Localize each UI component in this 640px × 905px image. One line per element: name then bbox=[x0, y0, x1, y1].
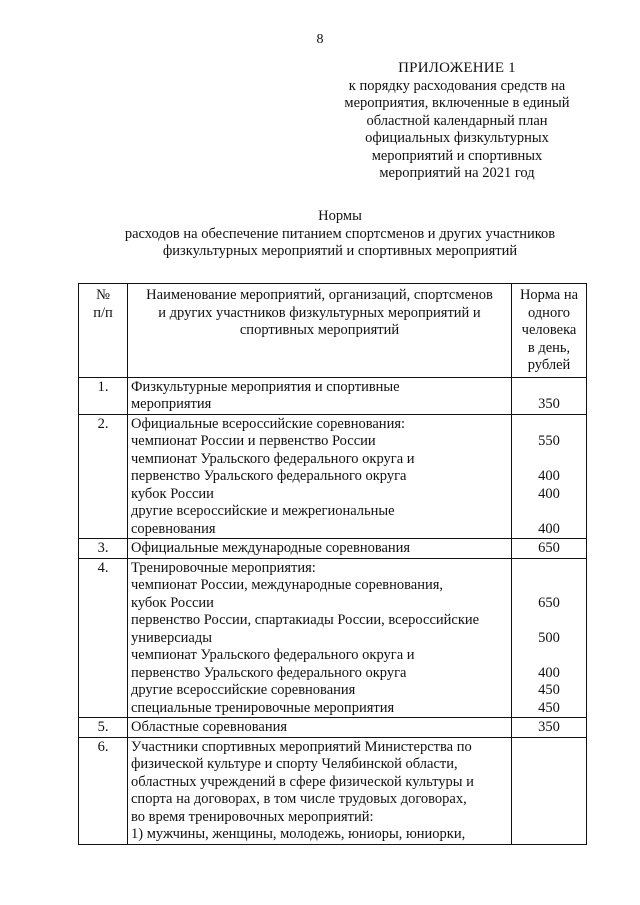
row-line: мероприятия bbox=[131, 396, 212, 412]
header-name bbox=[128, 284, 512, 378]
rate-value bbox=[515, 379, 583, 397]
header-line: человека bbox=[521, 322, 577, 338]
appendix-title: ПРИЛОЖЕНИЕ 1 bbox=[398, 60, 516, 76]
row-number: 4. bbox=[79, 558, 128, 718]
rate-value bbox=[515, 791, 583, 809]
header-num bbox=[79, 284, 128, 378]
rate-value: 400 bbox=[538, 468, 560, 484]
row-line: спорта на договорах, в том числе трудовых договорах, bbox=[131, 791, 467, 807]
row-line: Тренировочные мероприятия: bbox=[131, 559, 316, 576]
rate-value: 350 bbox=[538, 396, 560, 412]
header-line: п/п bbox=[93, 304, 113, 321]
row-name bbox=[128, 377, 512, 414]
table-row bbox=[79, 737, 587, 844]
heading-line: физкультурных мероприятий и спортивных мероприятий bbox=[162, 243, 518, 259]
row-line: Официальные всероссийские соревнования: bbox=[131, 415, 406, 432]
row-name bbox=[128, 414, 512, 539]
rate-value bbox=[515, 647, 583, 665]
row-rate bbox=[512, 377, 587, 414]
row-rate bbox=[512, 539, 587, 559]
row-line: Областные соревнования bbox=[131, 719, 288, 735]
rate-value bbox=[515, 774, 583, 792]
row-number: 6. bbox=[79, 737, 128, 844]
header-line: рублей bbox=[527, 357, 571, 373]
appendix-line: областной календарный план bbox=[366, 112, 548, 129]
row-line: во время тренировочных мероприятий: bbox=[131, 808, 374, 825]
row-line: чемпионат Уральского федерального округа и bbox=[131, 450, 415, 467]
rate-value: 500 bbox=[538, 629, 560, 646]
table-row bbox=[79, 377, 587, 414]
rate-value bbox=[515, 416, 583, 434]
appendix-line: мероприятий на 2021 год bbox=[379, 165, 535, 181]
header-line: одного bbox=[527, 304, 571, 321]
table-row bbox=[79, 558, 587, 718]
row-line: физической культуре и спорту Челябинской области, bbox=[131, 756, 458, 772]
row-number: 1. bbox=[79, 377, 128, 414]
row-line: первенство Уральского федерального округа bbox=[131, 468, 407, 484]
rate-value bbox=[515, 503, 583, 521]
rate-value: 650 bbox=[538, 594, 560, 611]
rate-value: 650 bbox=[538, 540, 560, 556]
row-line: соревнования bbox=[131, 520, 216, 537]
header-line: спортивных мероприятий bbox=[239, 322, 400, 338]
row-rate bbox=[512, 718, 587, 738]
header-line: в день, bbox=[527, 339, 571, 356]
row-line: чемпионат Уральского федерального округа и bbox=[131, 647, 415, 663]
rate-value: 400 bbox=[538, 664, 560, 681]
header-rate bbox=[512, 284, 587, 378]
appendix-line: официальных физкультурных bbox=[365, 130, 549, 146]
table-row bbox=[79, 414, 587, 539]
row-line: чемпионат России, международные соревнования, bbox=[131, 577, 444, 593]
rate-value: 550 bbox=[538, 433, 560, 449]
row-rate bbox=[512, 737, 587, 844]
rate-value bbox=[515, 451, 583, 469]
row-line: Физкультурные мероприятия и спортивные bbox=[131, 378, 400, 395]
page-number: 8 bbox=[316, 32, 324, 47]
row-line: другие всероссийские и межрегиональные bbox=[131, 503, 395, 519]
rate-value: 450 bbox=[538, 682, 560, 698]
rate-value: 350 bbox=[538, 719, 560, 735]
appendix-block bbox=[322, 60, 592, 183]
row-line: специальные тренировочные мероприятия bbox=[131, 699, 395, 716]
appendix-line: к порядку расходования средств на bbox=[348, 77, 566, 94]
rate-value bbox=[515, 577, 583, 595]
row-number: 3. bbox=[79, 539, 128, 559]
row-name bbox=[128, 737, 512, 844]
header-line: Наименование мероприятий, организаций, спортсменов bbox=[146, 287, 493, 303]
row-line: другие всероссийские соревнования bbox=[131, 682, 356, 698]
rate-value: 400 bbox=[538, 485, 560, 502]
table-row bbox=[79, 718, 587, 738]
appendix-line: мероприятия, включенные в единый bbox=[344, 95, 570, 111]
rate-value bbox=[515, 739, 583, 757]
row-line: чемпионат России и первенство России bbox=[131, 433, 376, 449]
row-line: кубок России bbox=[131, 485, 214, 502]
row-line: областных учреждений в сфере физической культуры и bbox=[131, 773, 474, 790]
heading-line: расходов на обеспечение питанием спортсменов и других участников bbox=[124, 225, 556, 242]
row-rate bbox=[512, 414, 587, 539]
row-name bbox=[128, 718, 512, 738]
row-line: универсиады bbox=[131, 629, 212, 646]
appendix-line: мероприятий и спортивных bbox=[371, 147, 543, 164]
rate-value bbox=[515, 560, 583, 578]
header-line: № bbox=[96, 287, 110, 303]
rate-value: 400 bbox=[538, 520, 560, 537]
row-name bbox=[128, 558, 512, 718]
row-line: 1) мужчины, женщины, молодежь, юниоры, юниорки, bbox=[131, 826, 466, 842]
rate-value bbox=[515, 809, 583, 827]
rate-value bbox=[515, 826, 583, 844]
rate-value bbox=[515, 756, 583, 774]
row-line: первенство Уральского федерального округа bbox=[131, 664, 407, 681]
heading-title: Нормы bbox=[318, 208, 362, 224]
row-line: кубок России bbox=[131, 594, 214, 611]
rate-value: 450 bbox=[538, 699, 560, 716]
row-number: 2. bbox=[79, 414, 128, 539]
row-number: 5. bbox=[79, 718, 128, 738]
header-line: Норма на bbox=[519, 287, 579, 303]
norms-table bbox=[78, 283, 587, 845]
row-line: Участники спортивных мероприятий Министерства по bbox=[131, 738, 472, 755]
document-heading bbox=[90, 208, 590, 261]
row-line: Официальные международные соревнования bbox=[131, 540, 411, 556]
row-rate bbox=[512, 558, 587, 718]
table-header-row bbox=[79, 284, 587, 378]
row-line: первенство России, спартакиады России, всероссийские bbox=[131, 612, 480, 628]
rate-value bbox=[515, 612, 583, 630]
table-row bbox=[79, 539, 587, 559]
header-line: и других участников физкультурных мероприятий и bbox=[158, 304, 481, 321]
row-name bbox=[128, 539, 512, 559]
